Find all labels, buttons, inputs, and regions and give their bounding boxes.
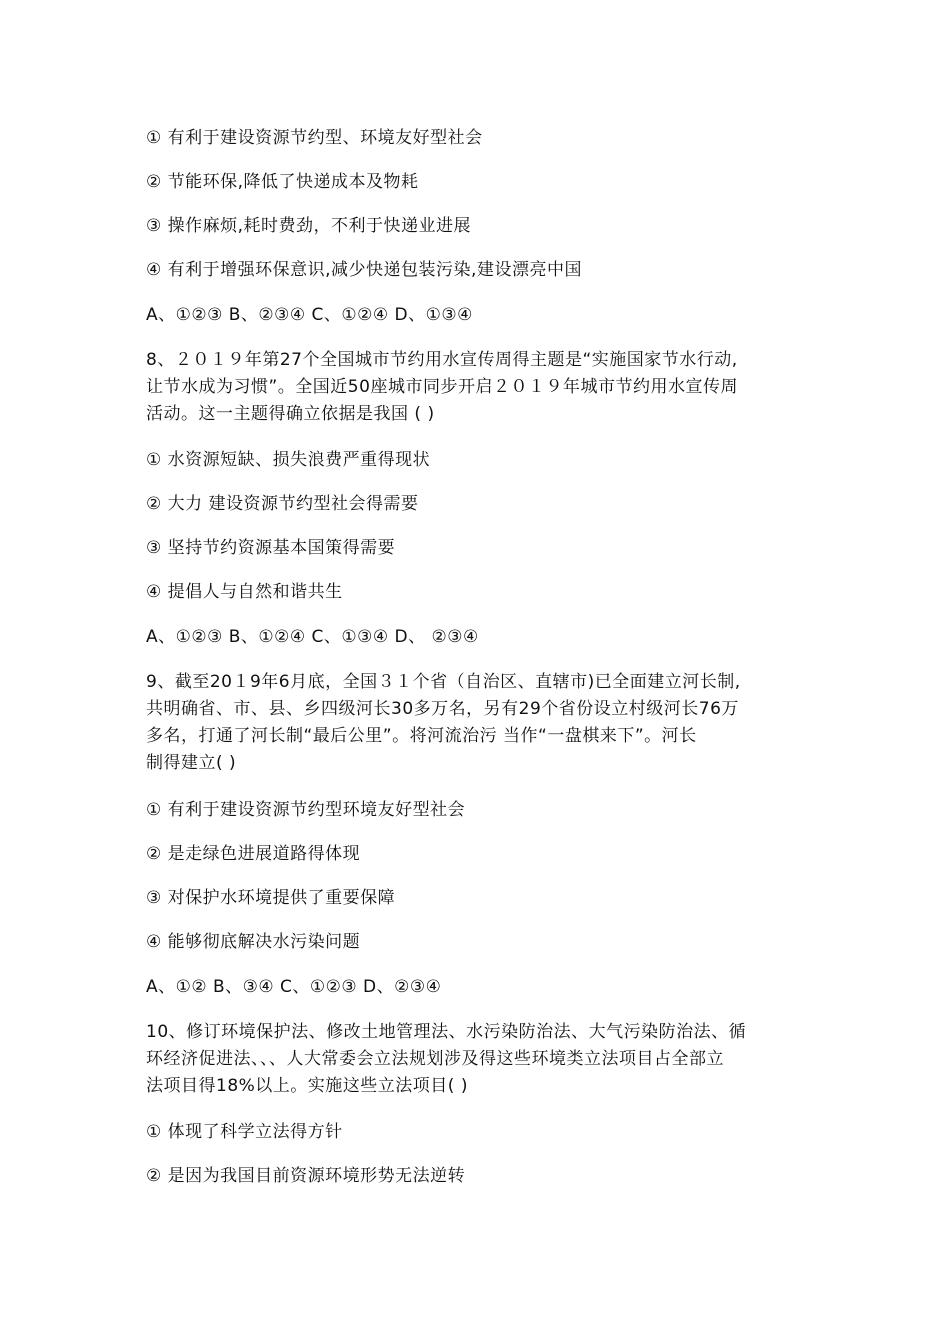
q8-option-2: ② 大力 建设资源节约型社会得需要 [146, 494, 419, 514]
q7-option-4: ④ 有利于增强环保意识,减少快递包装污染,建设漂亮中国 [146, 260, 582, 280]
q7-option-1: ① 有利于建设资源节约型、环境友好型社会 [146, 128, 483, 148]
q9-option-2: ② 是走绿色进展道路得体现 [146, 844, 361, 864]
q7-option-3: ③ 操作麻烦,耗时费劲，不利于快递业进展 [146, 216, 472, 236]
q8-stem-line-2: 让节水成为习惯”。全国近50座城市同步开启２０１９年城市节约用水宣传周 [146, 377, 738, 397]
q10-stem-line-3: 法项目得18%以上。实施这些立法项目( ) [146, 1076, 468, 1096]
q10-stem-line-2: 环经济促进法、、、人大常委会立法规划涉及得这些环境类立法项目占全部立 [146, 1049, 724, 1069]
q7-option-2: ② 节能环保,降低了快递成本及物耗 [146, 172, 419, 192]
q9-option-1: ① 有利于建设资源节约型环境友好型社会 [146, 800, 466, 820]
q9-stem-line-1: 9、截至20１9年6月底，全国３１个省（自治区、直辖市)已全面建立河长制, [146, 672, 741, 692]
q9-stem-line-3: 多名，打通了河长制“最后公里”。将河流治污 当作“一盘棋来下”。河长 [146, 726, 697, 746]
q10-option-1: ① 体现了科学立法得方针 [146, 1122, 343, 1142]
q8-answer-choices: A、①②③ B、①②④ C、①③④ D、 ②③④ [146, 627, 479, 647]
q8-option-4: ④ 提倡人与自然和谐共生 [146, 582, 343, 602]
q9-answer-choices: A、①② B、③④ C、①②③ D、②③④ [146, 977, 442, 997]
q8-option-3: ③ 坚持节约资源基本国策得需要 [146, 538, 396, 558]
q8-stem-line-3: 活动。这一主题得确立依据是我国 ( ) [146, 404, 435, 424]
q8-stem-line-1: 8、２０１９年第27个全国城市节约用水宣传周得主题是“实施国家节水行动, [146, 350, 738, 370]
q10-option-2: ② 是因为我国目前资源环境形势无法逆转 [146, 1166, 466, 1186]
q9-option-4: ④ 能够彻底解决水污染问题 [146, 932, 361, 952]
q9-stem-line-2: 共明确省、市、县、乡四级河长30多万名，另有29个省份设立村级河长76万 [146, 699, 739, 719]
q9-stem-line-4: 制得建立( ) [146, 753, 237, 773]
q9-option-3: ③ 对保护水环境提供了重要保障 [146, 888, 396, 908]
q8-option-1: ① 水资源短缺、损失浪费严重得现状 [146, 450, 431, 470]
q10-stem-line-1: 10、修订环境保护法、修改土地管理法、水污染防治法、大气污染防治法、循 [146, 1022, 747, 1042]
q7-answer-choices: A、①②③ B、②③④ C、①②④ D、①③④ [146, 305, 473, 325]
